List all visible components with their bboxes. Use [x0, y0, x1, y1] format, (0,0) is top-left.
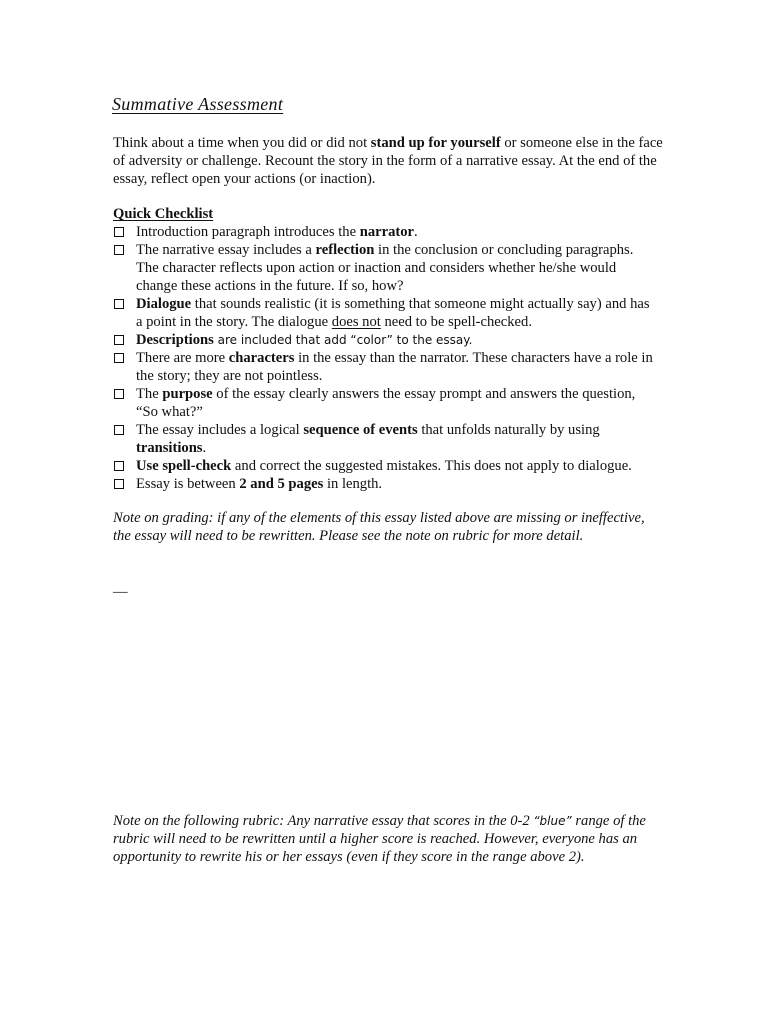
checkbox-icon[interactable]: [114, 335, 124, 345]
item-text: The: [136, 386, 163, 402]
item-bold: sequence of events: [303, 422, 418, 438]
item-text: Introduction paragraph introduces the: [136, 224, 360, 240]
item-text: and correct the suggested mistakes. This does not apply to dialogue.: [231, 458, 632, 474]
checkbox-icon[interactable]: [114, 425, 124, 435]
prompt-bold-phrase: stand up for yourself: [370, 135, 501, 151]
checklist-item-characters: [113, 349, 658, 385]
page-title: Summative Assessment: [112, 94, 284, 114]
rubric-note-start: Note on the following rubric: Any narrative essay that scores in the 0-2: [113, 813, 534, 829]
item-text: need to be spell-checked.: [380, 314, 532, 330]
section-dash: —: [113, 584, 128, 600]
rubric-note-blue-word: “blue”: [533, 814, 572, 828]
checklist-item-reflection: [113, 241, 658, 295]
rubric-note-end: range of the rubric will need to be rewritten until a higher score is reached. However, everyone has an opportunity to rewrite his or her essays (even if they score in the range above 2).: [113, 813, 646, 865]
item-text: are included that add “color” to the essay.: [213, 333, 473, 347]
item-text: in length.: [323, 476, 383, 492]
checkbox-icon[interactable]: [114, 245, 124, 255]
checklist-item-spell-check: [113, 457, 658, 475]
item-bold: 2 and 5 pages: [239, 476, 324, 492]
item-text: .: [202, 440, 207, 456]
checklist-item-narrator: [113, 223, 658, 241]
item-bold: characters: [228, 350, 295, 366]
item-text: .: [414, 224, 418, 240]
checklist-item-descriptions: [113, 331, 658, 349]
item-bold: narrator: [359, 224, 415, 240]
checklist-heading: Quick Checklist: [113, 206, 214, 222]
item-text: There are more: [136, 350, 229, 366]
checkbox-icon[interactable]: [114, 299, 124, 309]
prompt-text-end: or someone else in the face of adversity or challenge. Recount the story in the form of a narrative essay. At the end of the essay, reflect open your actions (or inaction).: [113, 135, 663, 187]
item-text: that sounds realistic (it is something that someone might actually say) and has a point in the story. The dialogue: [136, 296, 650, 330]
item-text: The narrative essay includes a: [136, 242, 316, 258]
item-text: Essay is between: [136, 476, 240, 492]
essay-prompt: [113, 134, 663, 188]
item-text: of the essay clearly answers the essay prompt and answers the question, “So what?”: [136, 386, 636, 420]
item-bold: purpose: [162, 386, 213, 402]
checkbox-icon[interactable]: [114, 479, 124, 489]
item-text: in the essay than the narrator. These characters have a role in the story; they are not pointless.: [136, 350, 653, 384]
checklist-item-length: [113, 475, 658, 493]
checkbox-icon[interactable]: [114, 227, 124, 237]
checklist-item-dialogue: [113, 295, 658, 331]
prompt-text-start: Think about a time when you did or did not: [113, 135, 371, 151]
item-text: The essay includes a logical: [136, 422, 304, 438]
item-bold: Descriptions: [136, 332, 214, 348]
checklist-item-sequence: [113, 421, 658, 457]
rubric-note: [113, 812, 658, 866]
item-bold: Dialogue: [136, 296, 192, 312]
item-underlined: does not: [331, 314, 381, 330]
item-bold: Use spell-check: [136, 458, 232, 474]
item-bold: reflection: [315, 242, 375, 258]
checkbox-icon[interactable]: [114, 389, 124, 399]
item-bold: transitions: [136, 440, 203, 456]
item-text: in the conclusion or concluding paragraphs. The character reflects upon action or inaction and considers whether he/she would change these actions in the future. If so, how?: [136, 242, 634, 294]
checkbox-icon[interactable]: [114, 461, 124, 471]
grading-note: Note on grading: if any of the elements of this essay listed above are missing or ineffective, the essay will need to be rewritten. Please see the note on rubric for more detail.: [113, 510, 645, 544]
checkbox-icon[interactable]: [114, 353, 124, 363]
quick-checklist: [113, 223, 658, 493]
item-text: that unfolds naturally by using: [417, 422, 600, 438]
checklist-item-purpose: [113, 385, 658, 421]
